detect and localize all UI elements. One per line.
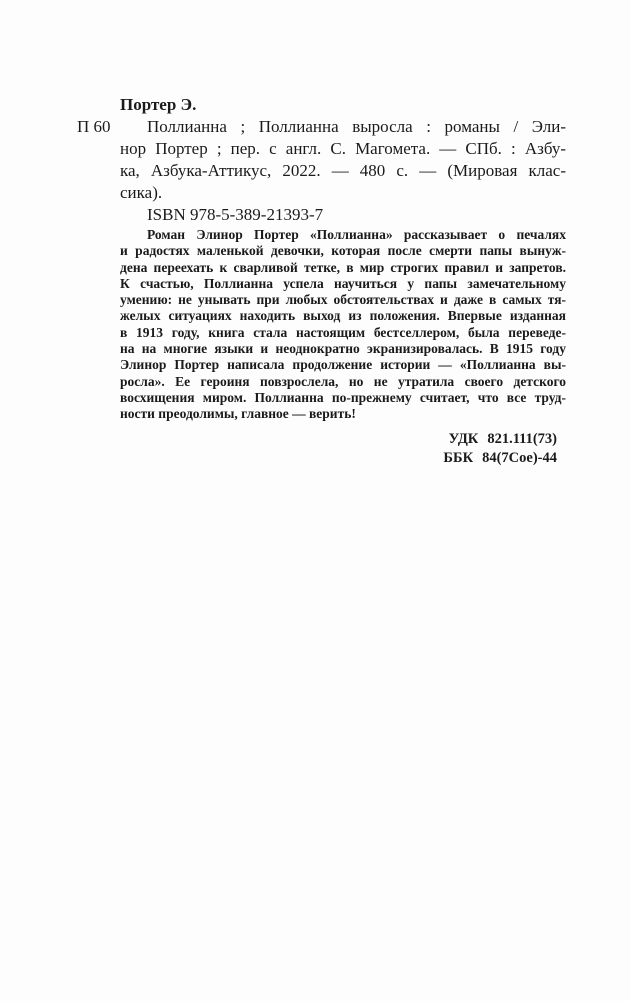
text-line: на на многие языки и неоднократно экранизировалась. В 1915 году [120, 341, 566, 357]
udk-code [120, 430, 557, 450]
text-line: сика). [120, 183, 163, 202]
text-line: умению: не унывать при любых обстоятельствах и даже в самых тя- [120, 292, 566, 308]
annotation-paragraph [120, 227, 566, 423]
text-line: Роман Элинор Портер «Поллианна» рассказывает о печалях [147, 227, 566, 242]
text-line: ка, Азбука-Аттикус, 2022. — 480 с. — (Мировая клас- [120, 161, 566, 180]
authors-sign: П 60 [77, 117, 111, 136]
author-heading: Портер Э. [120, 95, 197, 114]
text-line: восхищения миром. Поллианна по-прежнему считает, что все труд- [120, 389, 566, 405]
text-line: Элинор Портер написала продолжение истории — «Поллианна вы- [120, 357, 566, 373]
text-line: К счастью, Поллианна успела научиться у папы замечательному [120, 275, 566, 291]
imprint-content [77, 93, 566, 469]
text-line: и радостях маленькой девочки, которая после смерти папы вынуж- [120, 243, 566, 259]
isbn-line: ISBN 978-5-389-21393-7 [147, 205, 324, 224]
bbk-label: ББК [443, 450, 474, 467]
text-line: росла». Ее героиня повзрослела, но не утратила своего детского [120, 373, 566, 389]
text-line: желых ситуациях находить выход из положения. Впервые изданная [120, 308, 566, 324]
bbk-value: 84(7Сое)-44 [482, 450, 557, 467]
text-line: в 1913 году, книга стала настоящим бестселлером, была переведе- [120, 324, 566, 340]
text-line: дена переехать к сварливой тетке, в мир строгих правил и запретов. [120, 259, 566, 275]
bibliographic-entry [77, 116, 566, 204]
text-line: ности преодолимы, главное — верить! [120, 406, 356, 422]
text-line: нор Портер ; пер. с англ. С. Магомета. — СПб. : Азбу- [120, 139, 566, 158]
bibliographic-description [120, 116, 566, 204]
udk-value: 821.111(73) [487, 430, 557, 447]
udk-label: УДК [448, 430, 479, 447]
classification-codes [120, 430, 566, 469]
text-line: Поллианна ; Поллианна выросла : романы / Эли- [147, 117, 566, 136]
bbk-code [120, 449, 557, 469]
